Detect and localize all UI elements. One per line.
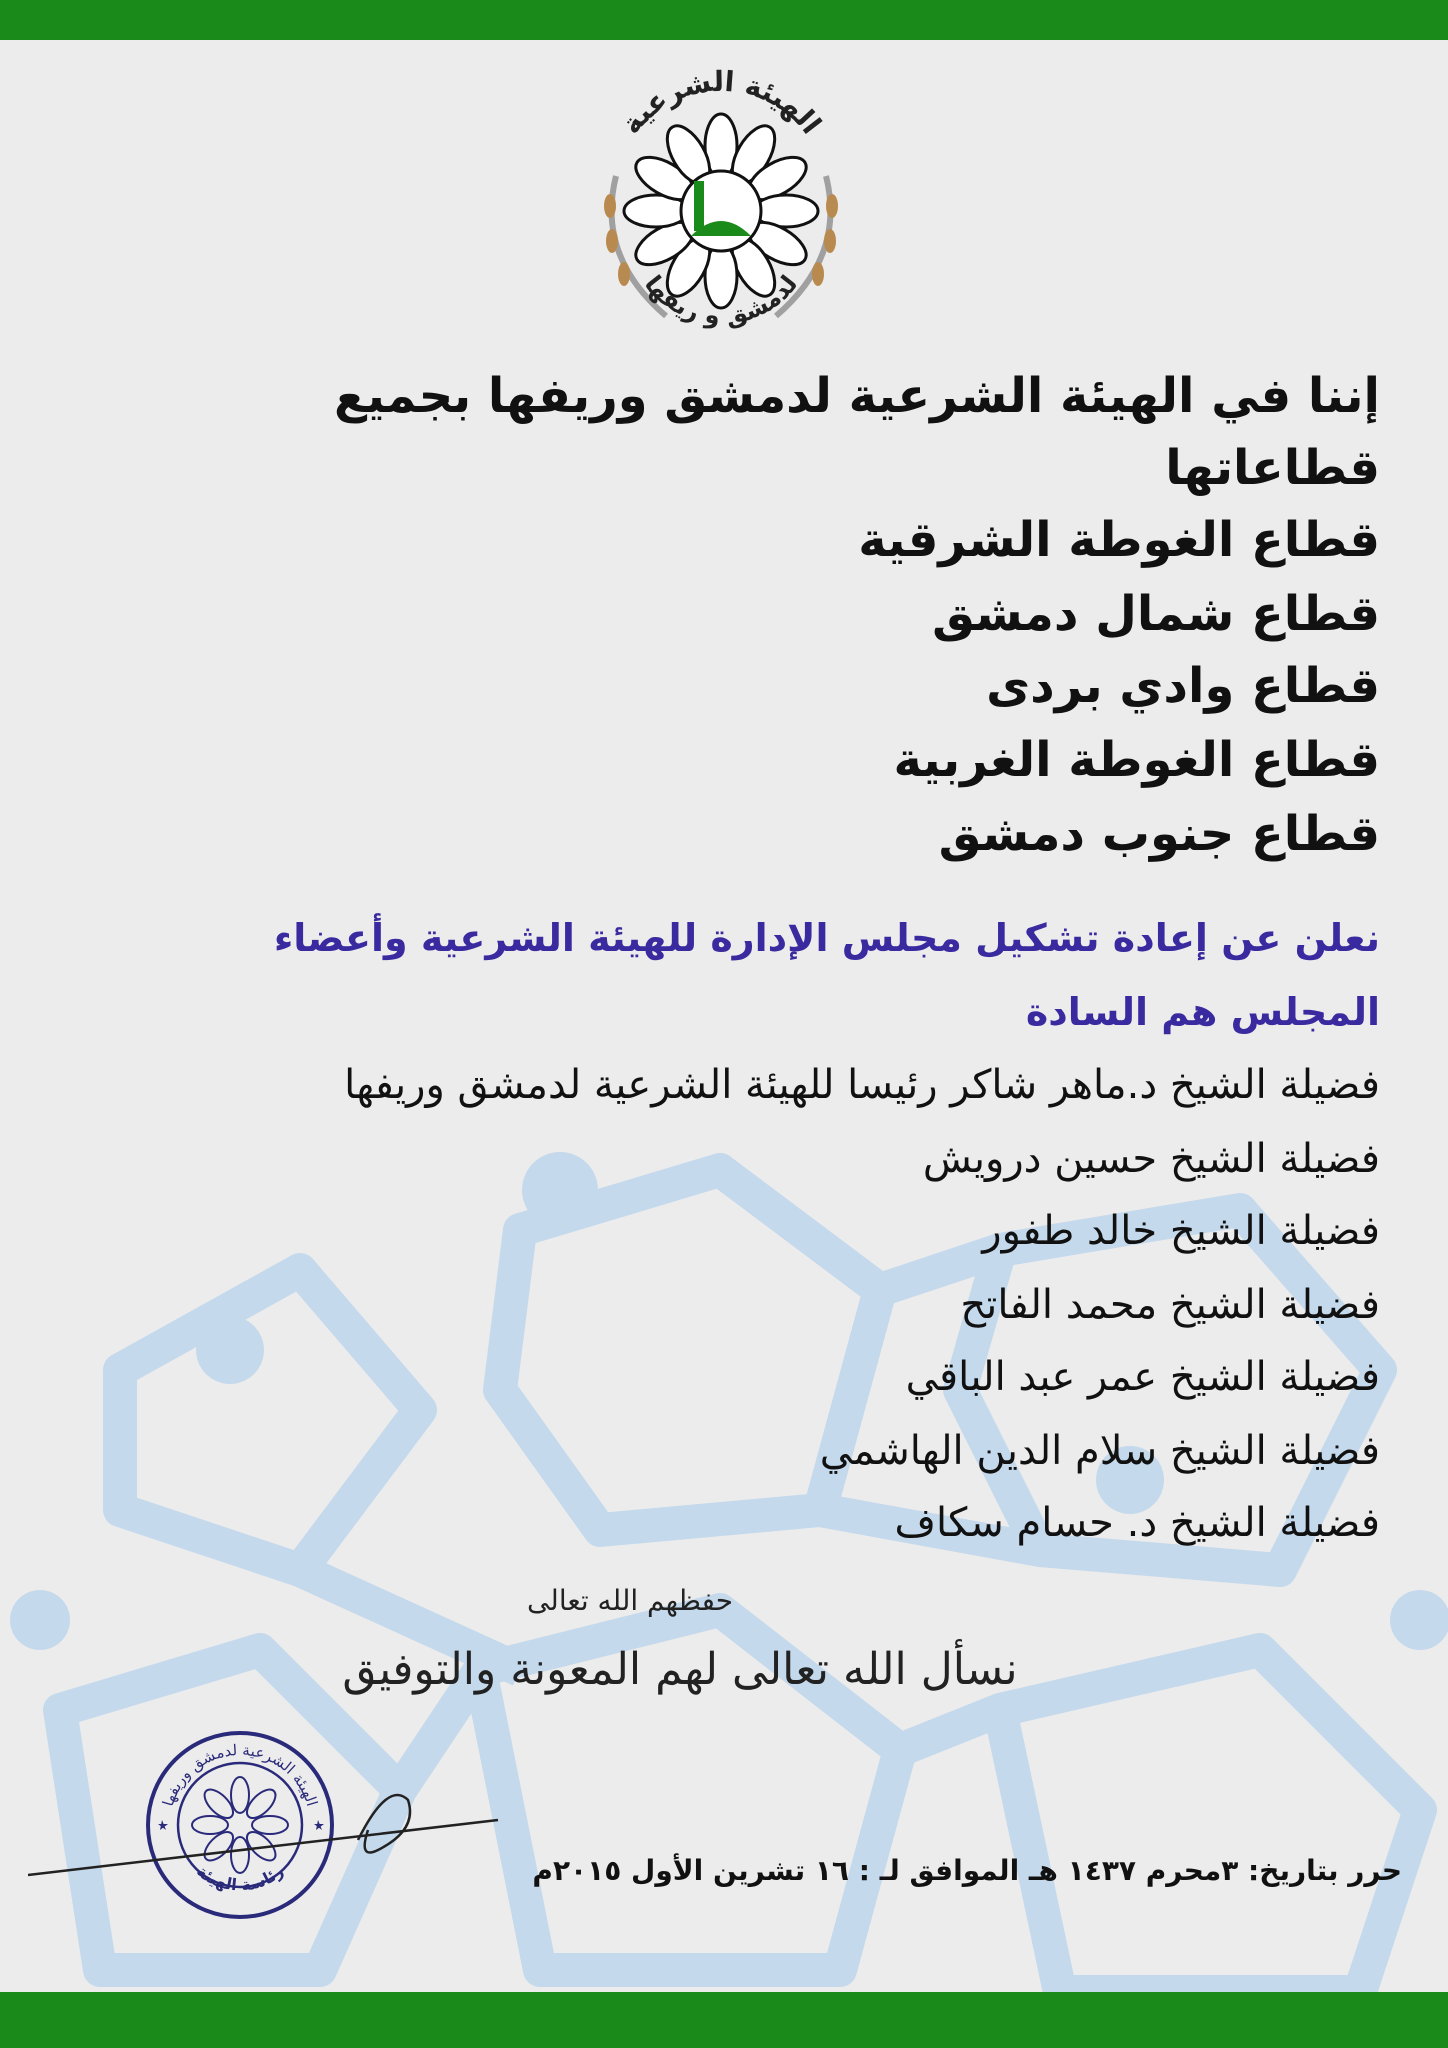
sector-item: قطاع جنوب دمشق xyxy=(938,806,1380,862)
announcement-line-2: المجلس هم السادة xyxy=(1025,990,1380,1034)
announcement-line-1: نعلن عن إعادة تشكيل مجلس الإدارة للهيئة الشرعية وأعضاء xyxy=(273,916,1380,960)
prayer-text: نسأل الله تعالى لهم المعونة والتوفيق xyxy=(342,1644,1018,1695)
member-item: فضيلة الشيخ د. حسام سكاف xyxy=(894,1500,1380,1546)
signature-scribble xyxy=(28,1770,508,1890)
logo-arc-top-text: الهيئة الشرعية xyxy=(614,64,828,141)
stamp-bottom-text: رئاسة الهيئة xyxy=(193,1861,287,1895)
member-item: فضيلة الشيخ محمد الفاتح xyxy=(960,1282,1380,1328)
intro-line-1: إننا في الهيئة الشرعية لدمشق وريفها بجميع xyxy=(334,368,1380,424)
top-green-bar xyxy=(0,0,1448,40)
sector-item: قطاع وادي بردى xyxy=(986,658,1380,714)
bottom-green-bar xyxy=(0,1992,1448,2048)
blessing-text: حفظهم الله تعالى xyxy=(526,1584,734,1617)
logo-emblem xyxy=(576,56,866,356)
member-item: فضيلة الشيخ سلام الدين الهاشمي xyxy=(819,1428,1380,1474)
member-item: فضيلة الشيخ د.ماهر شاكر رئيسا للهيئة الشرعية لدمشق وريفها xyxy=(344,1062,1380,1108)
stamp-ring-text: الهيئة الشرعية لدمشق وريفها xyxy=(158,1740,322,1809)
logo-arc-bottom-text: لدمشق و ريفها xyxy=(638,270,804,330)
member-item: فضيلة الشيخ حسين درويش xyxy=(922,1136,1380,1182)
date-line: حرر بتاريخ: ٣محرم ١٤٣٧ هـ الموافق لـ : ١٦ تشرين الأول ٢٠١٥م xyxy=(532,1854,1402,1887)
sector-item: قطاع شمال دمشق xyxy=(932,586,1380,642)
intro-line-2: قطاعاتها xyxy=(1165,440,1380,496)
member-item: فضيلة الشيخ خالد طفور xyxy=(982,1208,1380,1254)
sector-item: قطاع الغوطة الشرقية xyxy=(858,512,1380,568)
member-item: فضيلة الشيخ عمر عبد الباقي xyxy=(905,1354,1380,1400)
sector-item: قطاع الغوطة الغربية xyxy=(893,732,1380,788)
